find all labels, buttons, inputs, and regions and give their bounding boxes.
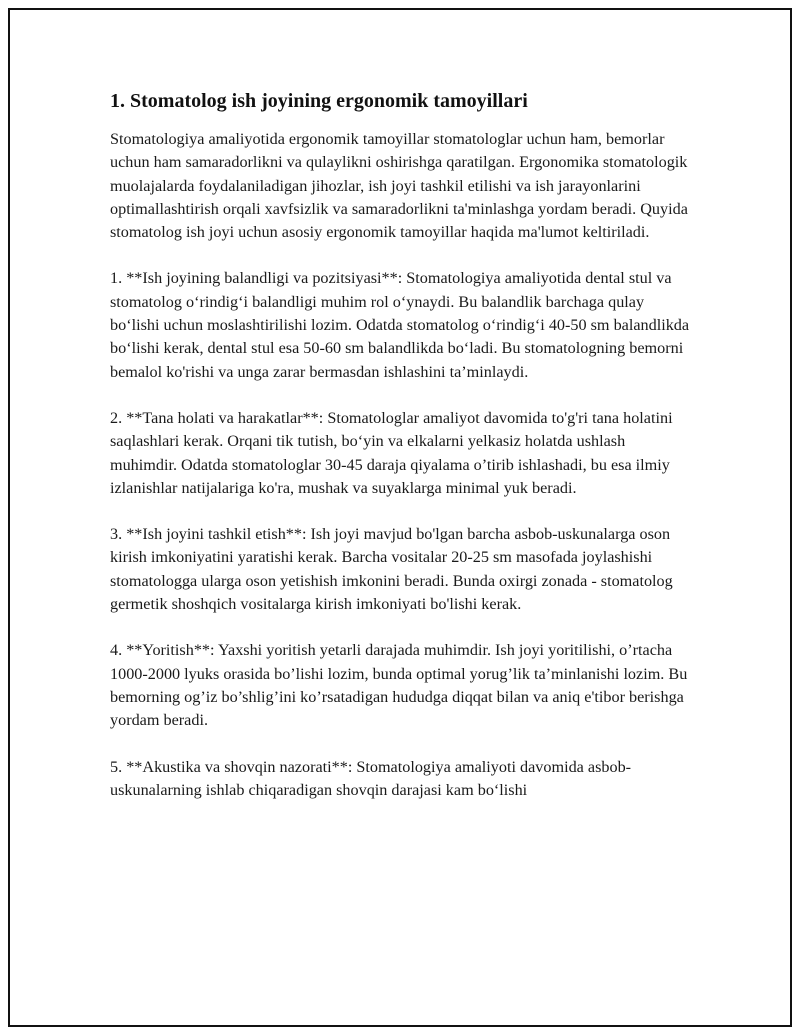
section-1-paragraph: 1. **Ish joyining balandligi va pozitsiyasi**: Stomatologiya amaliyotida dental stul va stomatolog o‘rindig‘i balandligi muhim rol o‘ynaydi. Bu balandlik barchaga qulay bo‘lishi uchun moslashtirilishi lozim. Odatda stomatolog o‘rindig‘i 40-50 sm balandlikda bo‘lishi kerak, dental stul esa 50-60 sm balandlikda bo‘ladi. Bu stomatologning bemorni bemalol ko'rishi va unga zarar bermasdan ishlashini ta’minlaydi.: [110, 269, 690, 381]
document-body: [110, 88, 690, 825]
document-title: 1. Stomatolog ish joyining ergonomik tamoyillari: [110, 90, 528, 112]
section-3-paragraph: 3. **Ish joyini tashkil etish**: Ish joyi mavjud bo'lgan barcha asbob-uskunalarga oson kirish imkoniyatini yaratishi kerak. Barcha vositalar 20-25 sm masofada joylashishi stomatologga ularga oson yetishish imkonini beradi. Bunda oxirgi zonada - stomatolog germetik shoshqich vositalarga kirish imkoniyati bo'lishi kerak.: [110, 525, 673, 614]
intro-paragraph: Stomatologiya amaliyotida ergonomik tamoyillar stomatologlar uchun ham, bemorlar uchun ham samaradorlikni va qulaylikni oshirishga qaratilgan. Ergonomika stomatologik muolajalarda foydalaniladigan jihozlar, ish joyi tashkil etilishi va ish jarayonlarini optimallashtirish orqali xavfsizlik va samaradorlikni ta'minlashga yordam beradi. Quyida stomatolog ish joyi uchun asosiy ergonomik tamoyillar haqida ma'lumot keltiriladi.: [110, 130, 688, 242]
section-2-paragraph: 2. **Tana holati va harakatlar**: Stomatologlar amaliyot davomida to'g'ri tana holatini saqlashlari kerak. Orqani tik tutish, bo‘yin va elkalarni yelkasiz holatda ushlash muhimdir. Odatda stomatologlar 30-45 daraja qiyalama o’tirib ishlashadi, bu esa ilmiy izlanishlar natijalariga ko'ra, mushak va suyaklarga minimal yuk beradi.: [110, 408, 673, 497]
section-4-paragraph: 4. **Yoritish**: Yaxshi yoritish yetarli darajada muhimdir. Ish joyi yoritilishi, o’rtacha 1000-2000 lyuks orasida bo’lishi lozim, bunda optimal yorug’lik ta’minlanishi lozim. Bu bemorning og’iz bo’shlig’ini ko’rsatadigan hududga diqqat bilan va aniq e'tibor berishga yordam beradi.: [110, 641, 688, 730]
section-5-paragraph: 5. **Akustika va shovqin nazorati**: Stomatologiya amaliyoti davomida asbob-uskunalarning ishlab chiqaradigan shovqin darajasi kam bo‘lishi: [110, 757, 632, 799]
